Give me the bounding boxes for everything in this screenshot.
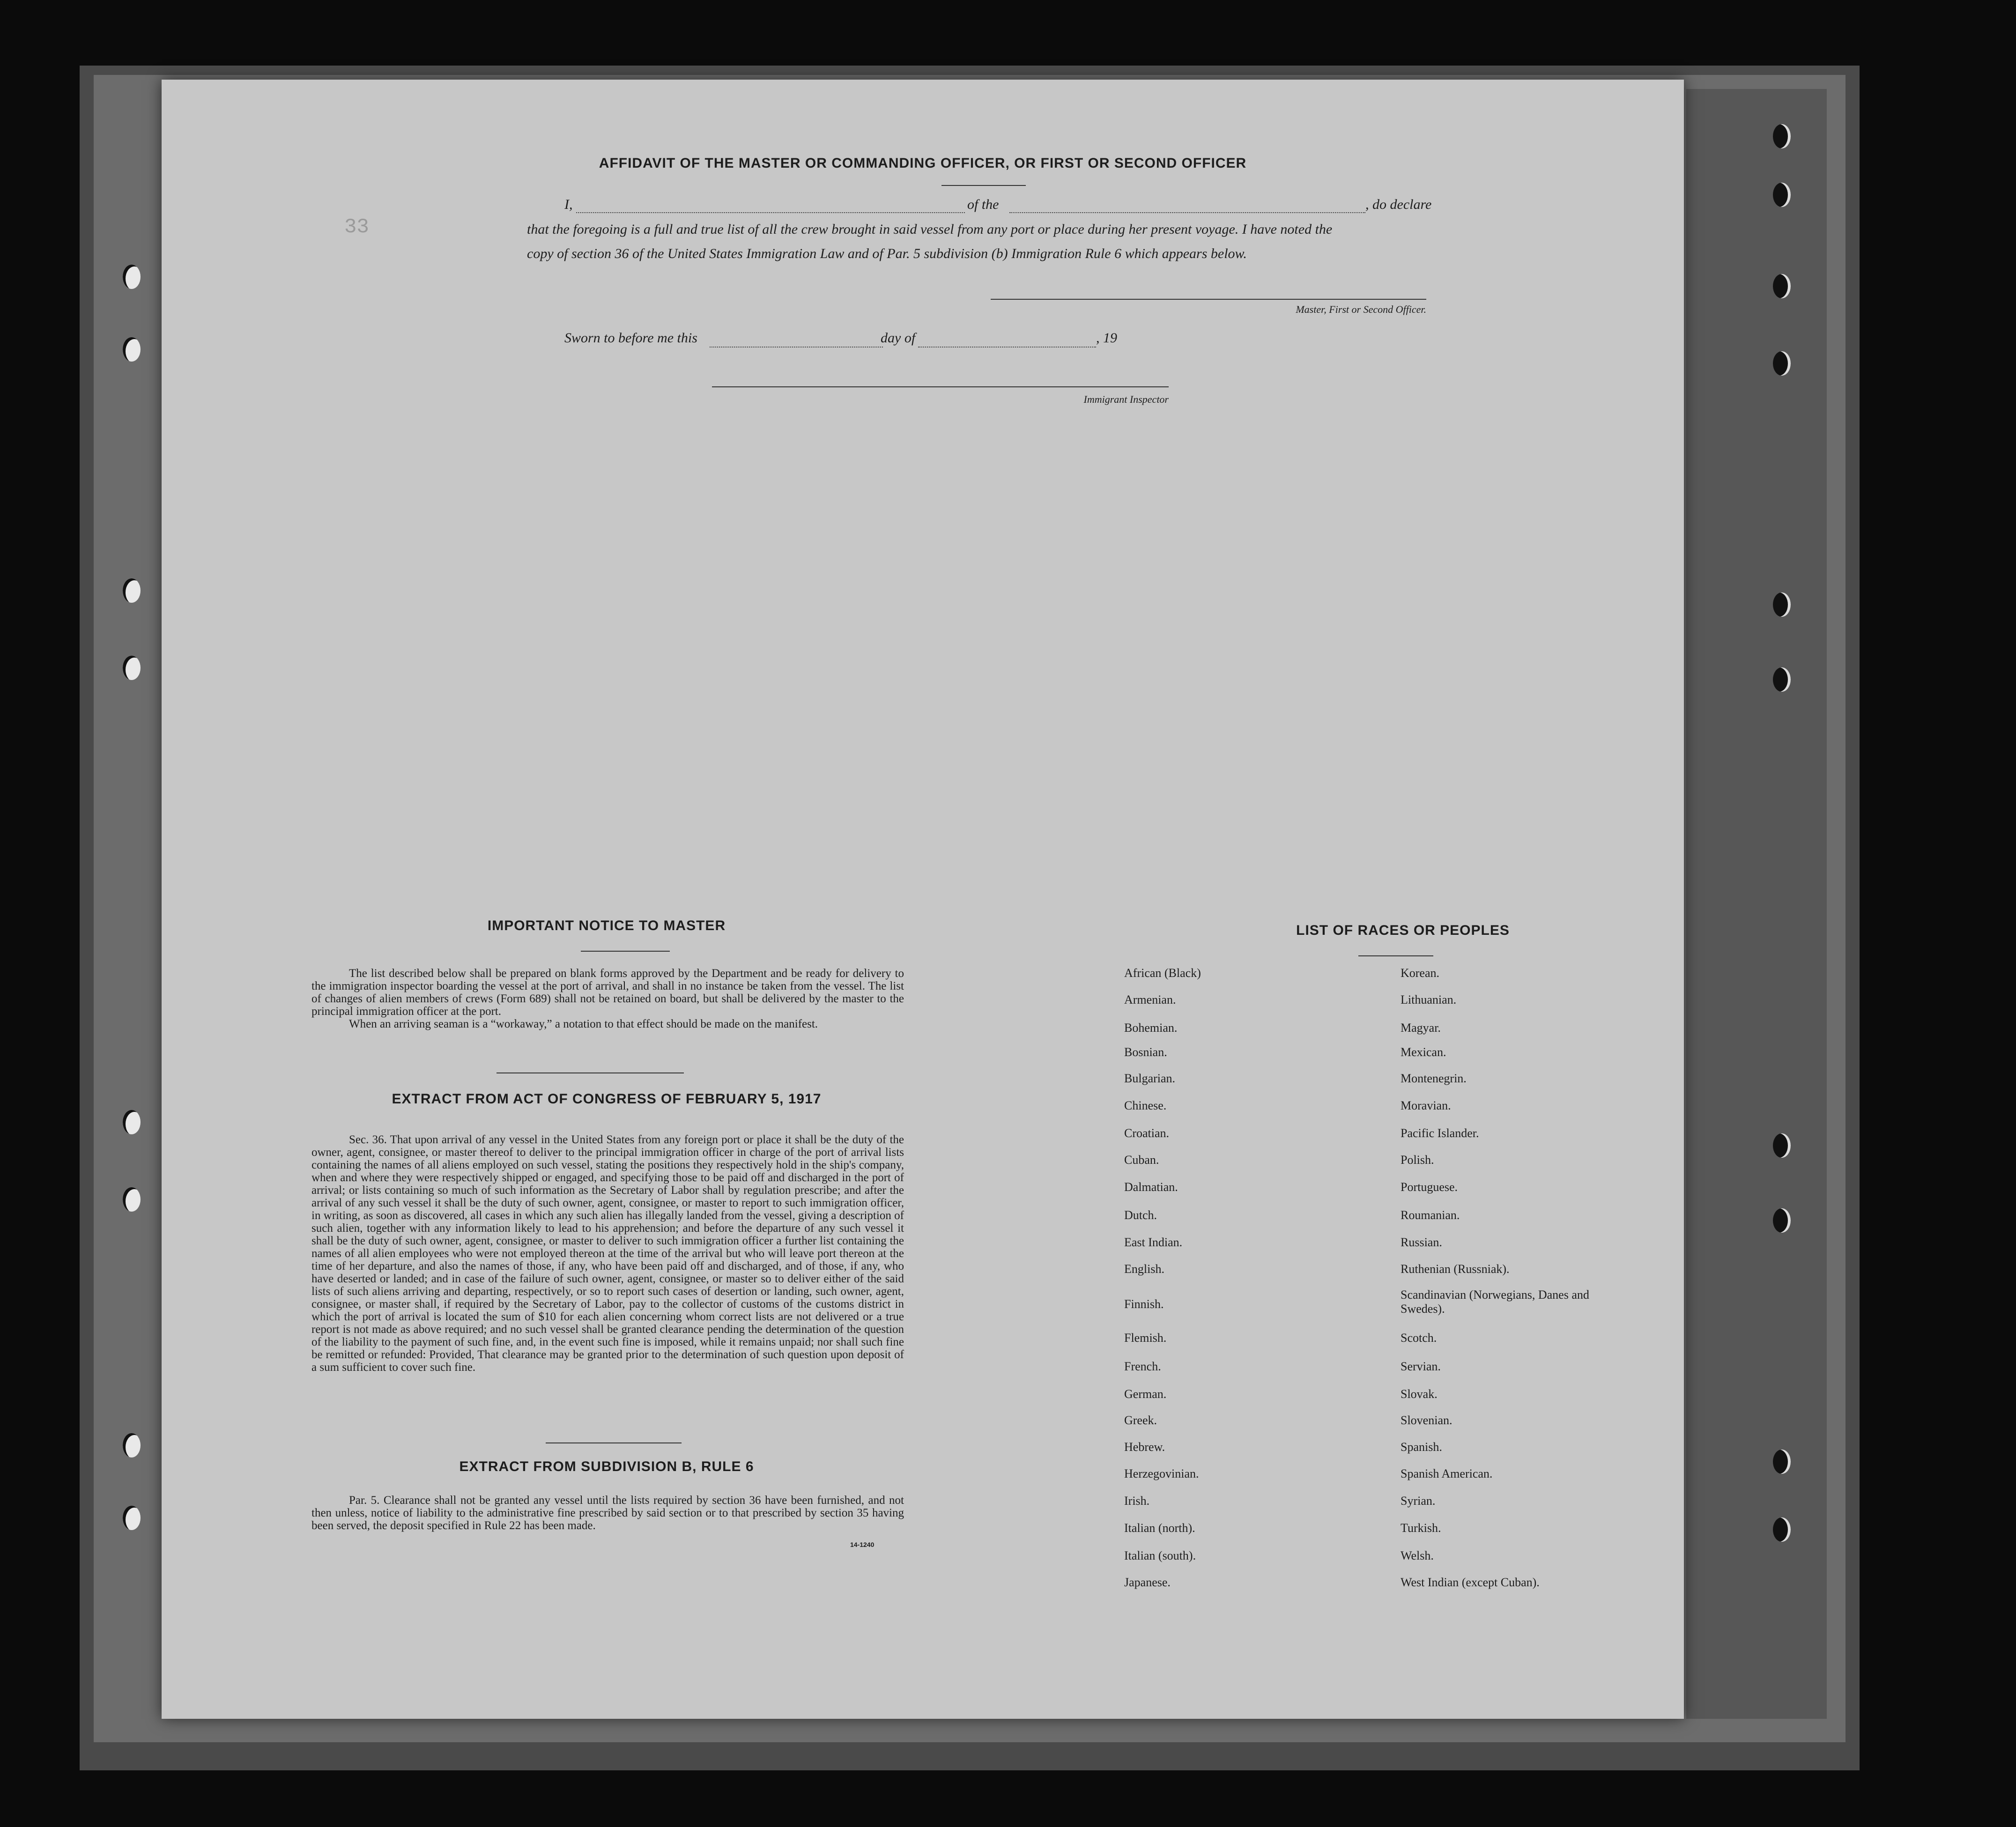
binding-hole-icon <box>1773 1133 1791 1158</box>
pencil-page-number: 33 <box>344 215 369 239</box>
races-divider <box>1358 955 1433 956</box>
binding-hole-icon <box>123 1433 141 1457</box>
race-item: Croatian. <box>1124 1126 1170 1140</box>
i-label: I, <box>564 197 573 212</box>
race-item: East Indian. <box>1124 1235 1183 1249</box>
race-item: German. <box>1124 1387 1167 1401</box>
race-item: Magyar. <box>1401 1021 1441 1035</box>
race-item: Spanish. <box>1401 1440 1442 1454</box>
affidavit-statement-line1: that the foregoing is a full and true list of all the crew brought in said vessel from any port or place during her present voyage. I have noted the <box>527 222 1333 237</box>
race-item: Finnish. <box>1124 1297 1164 1311</box>
race-item: Hebrew. <box>1124 1440 1165 1454</box>
race-item: Ruthenian (Russniak). <box>1401 1262 1510 1276</box>
race-item: Welsh. <box>1401 1549 1434 1562</box>
rule-extract-title: EXTRACT FROM SUBDIVISION B, RULE 6 <box>459 1459 754 1474</box>
notice-divider <box>581 951 670 952</box>
race-item: Korean. <box>1401 966 1440 980</box>
binding-hole-icon <box>1773 1450 1791 1474</box>
binding-hole-icon <box>1773 592 1791 617</box>
binding-hole-icon <box>1773 1208 1791 1233</box>
race-item: Greek. <box>1124 1413 1157 1427</box>
race-item: Servian. <box>1401 1360 1441 1373</box>
paper-edge <box>1686 89 1827 1719</box>
binding-hole-icon <box>1773 667 1791 692</box>
name-line[interactable] <box>576 212 965 213</box>
sworn-month-line[interactable] <box>918 347 1096 348</box>
of-the-label: of the <box>967 197 999 212</box>
binding-hole-icon <box>123 1110 141 1134</box>
do-declare-label: , do declare <box>1365 197 1432 212</box>
binding-hole-icon <box>123 578 141 603</box>
race-item: Flemish. <box>1124 1331 1167 1345</box>
race-item: Japanese. <box>1124 1576 1171 1589</box>
vessel-line[interactable] <box>1009 212 1365 213</box>
binding-hole-icon <box>1773 274 1791 298</box>
form-number: 14-1240 <box>850 1541 875 1548</box>
race-item: Dutch. <box>1124 1208 1157 1222</box>
race-item: English. <box>1124 1262 1164 1276</box>
race-item: Portuguese. <box>1401 1180 1458 1194</box>
signature-caption: Master, First or Second Officer. <box>1296 303 1426 315</box>
race-item: Bohemian. <box>1124 1021 1178 1035</box>
binding-hole-icon <box>123 656 141 680</box>
binding-hole-icon <box>123 265 141 289</box>
act-extract-title: EXTRACT FROM ACT OF CONGRESS OF FEBRUARY 5, 1917 <box>392 1091 822 1107</box>
act-extract-text: Sec. 36. That upon arrival of any vessel in the United States from any foreign port or place it shall be the duty of the owner, agent, consignee, or master thereof to deliver to the principal immigration officer in charge of the port of arrival lists containing the names of all aliens employed on such vessel, stating the positions they respectively hold in the ship's company, when and where they were respectively shipped or engaged, and specifying those to be paid off and discharged in the port of arrival; or lists containing so much of such information as the Secretary of Labor shall by regulation prescribe; and after the arrival of any such vessel it shall be the duty of such owner, agent, consignee, or master to report to such immigration officer, in writing, as soon as discovered, all cases in which any such alien has illegally landed from the vessel, giving a description of such alien, together with any information likely to lead to his apprehension; and before the departure of any such vessel it shall be the duty of such owner, agent, consignee, or master to deliver to such immigration officer a further list containing the names of all alien employees who were not employed thereon at the time of the arrival but who will leave port thereon at the time of her departure, and also the names of those, if any, who have been paid off and discharged, and of those, if any, who have deserted or landed; and in case of the failure of such owner, agent, consignee, or master so to deliver either of the said lists of such aliens arriving and departing, respectively, or so to report such cases of desertion or landing, such owner, agent, consignee, or master shall, if required by the Secretary of Labor, pay to the collector of customs of the customs district in which the port of arrival is located the sum of $10 for each alien concerning whom correct lists are not delivered or a true report is not made as above required; and no such vessel shall be granted clearance pending the determination of the question of the liability to the payment of such fine, and, in the event such fine is imposed, while it remains unpaid; nor shall such fine be remitted or refunded: Provided, That clearance may be granted prior to the determination of such question upon deposit of a sum sufficient to cover such fine. <box>311 1133 904 1374</box>
title-divider <box>941 185 1026 186</box>
race-item: Slovak. <box>1401 1387 1438 1401</box>
race-item: Italian (south). <box>1124 1549 1196 1562</box>
signature-line[interactable] <box>991 299 1426 300</box>
affidavit-statement-line2: copy of section 36 of the United States Immigration Law and of Par. 5 subdivision (b) Immigration Rule 6 which appears below. <box>527 246 1247 261</box>
race-item: Russian. <box>1401 1235 1442 1249</box>
binding-hole-icon <box>1773 124 1791 148</box>
binding-hole-icon <box>1773 183 1791 207</box>
day-of-label: day of <box>881 330 916 346</box>
sworn-day-line[interactable] <box>710 347 883 348</box>
race-item: Armenian. <box>1124 993 1176 1006</box>
race-item: Dalmatian. <box>1124 1180 1178 1194</box>
race-item: West Indian (except Cuban). <box>1401 1576 1540 1589</box>
binding-hole-icon <box>1773 1517 1791 1542</box>
race-item: Italian (north). <box>1124 1521 1195 1535</box>
race-item: Spanish American. <box>1401 1467 1493 1480</box>
binding-hole-icon <box>123 1506 141 1530</box>
form-page <box>162 80 1684 1719</box>
sworn-label: Sworn to before me this <box>564 330 697 346</box>
race-item: Roumanian. <box>1401 1208 1460 1222</box>
race-item: Moravian. <box>1401 1099 1451 1112</box>
race-item: Bulgarian. <box>1124 1072 1176 1085</box>
race-item: Lithuanian. <box>1401 993 1457 1006</box>
race-item: Montenegrin. <box>1401 1072 1467 1085</box>
race-item: Cuban. <box>1124 1153 1159 1167</box>
race-item: Herzegovinian. <box>1124 1467 1199 1480</box>
inspector-caption: Immigrant Inspector <box>1083 393 1169 405</box>
race-item: Slovenian. <box>1401 1413 1453 1427</box>
race-item: Turkish. <box>1401 1521 1441 1535</box>
race-item: French. <box>1124 1360 1161 1373</box>
races-title: LIST OF RACES OR PEOPLES <box>1296 923 1510 938</box>
race-item: Syrian. <box>1401 1494 1436 1508</box>
binding-hole-icon <box>1773 351 1791 376</box>
year-label: , 19 <box>1096 330 1117 346</box>
notice-title: IMPORTANT NOTICE TO MASTER <box>487 918 726 933</box>
rule-extract-text: Par. 5. Clearance shall not be granted any vessel until the lists required by section 36 have been furnished, and not then unless, notice of liability to the administrative fine prescribed by said section or to that prescribed by section 35 having been served, the deposit specified in Rule 22 has been made. <box>311 1494 904 1532</box>
race-item: Mexican. <box>1401 1045 1446 1059</box>
binding-hole-icon <box>123 1187 141 1212</box>
notice-paragraph-1: The list described below shall be prepared on blank forms approved by the Department and be ready for delivery to the immigration inspector boarding the vessel at the port of arrival, and shall in no instance be taken from the vessel. The list of changes of alien members of crews (Form 689) shall not be retained on board, but shall be delivered by the master to the principal immigration officer at the port. <box>311 967 904 1018</box>
race-item: Pacific Islander. <box>1401 1126 1479 1140</box>
race-item: Scandinavian (Norwegians, Danes and Swedes). <box>1401 1288 1589 1316</box>
race-item: Bosnian. <box>1124 1045 1167 1059</box>
race-item: African (Black) <box>1124 966 1201 980</box>
race-item: Irish. <box>1124 1494 1150 1508</box>
race-item: Polish. <box>1401 1153 1434 1167</box>
notice-paragraph-2: When an arriving seaman is a “workaway,” a notation to that effect should be made on the manifest. <box>349 1018 818 1030</box>
inspector-signature-line[interactable] <box>712 386 1169 387</box>
act-end-divider <box>546 1442 682 1443</box>
binding-hole-icon <box>123 337 141 362</box>
affidavit-title: AFFIDAVIT OF THE MASTER OR COMMANDING OFFICER, OR FIRST OR SECOND OFFICER <box>599 155 1247 171</box>
race-item: Scotch. <box>1401 1331 1437 1345</box>
race-item: Chinese. <box>1124 1099 1167 1112</box>
